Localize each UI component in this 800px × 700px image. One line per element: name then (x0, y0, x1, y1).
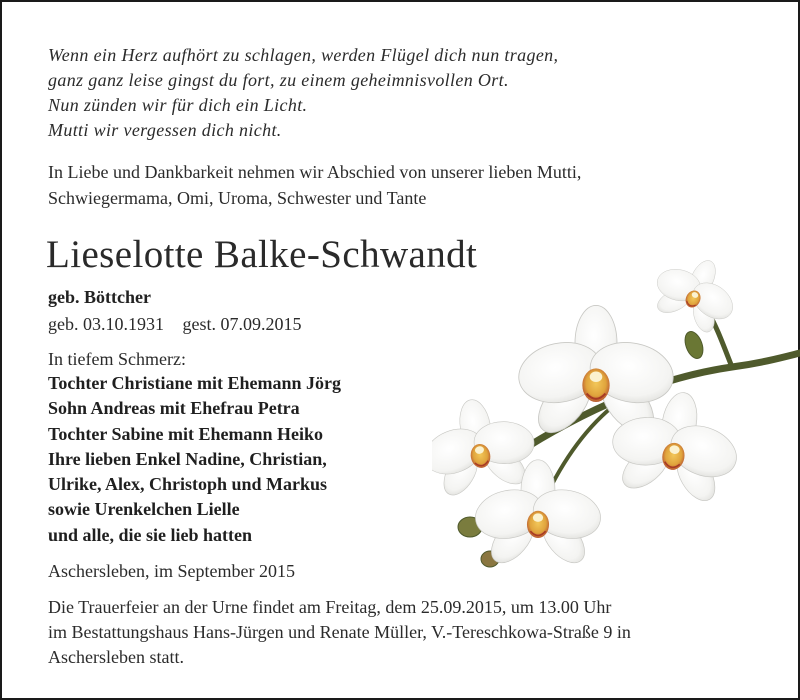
place-and-date: Aschersleben, im September 2015 (48, 561, 295, 581)
poem-line: Mutti wir vergessen dich nicht. (48, 120, 282, 140)
mourner-line: und alle, die sie lieb hatten (48, 524, 253, 545)
mourner-line: Tochter Sabine mit Ehemann Heiko (48, 423, 324, 444)
mourner-line: Ihre lieben Enkel Nadine, Christian, (48, 448, 327, 469)
mourner-line: Tochter Christiane mit Ehemann Jörg (48, 373, 342, 393)
deceased-name: Lieselotte Balke-Schwandt (46, 233, 478, 276)
funeral-line: Die Trauerfeier an der Urne findet am Freitag, dem 25.09.2015, um 13.00 Uhr (48, 597, 612, 617)
memorial-poem (48, 43, 748, 143)
funeral-line: Aschersleben statt. (48, 647, 184, 667)
funeral-line: im Bestattungshaus Hans-Jürgen und Renate Müller, V.-Tereschkowa-Straße 9 in (48, 622, 631, 642)
mourners-heading: In tiefem Schmerz: (48, 349, 186, 369)
death-date: gest. 07.09.2015 (182, 314, 302, 334)
intro-line: Schwiegermama, Omi, Uroma, Schwester und Tante (48, 188, 427, 208)
poem-line: ganz ganz leise gingst du fort, zu einem geheimnisvollen Ort. (48, 70, 509, 90)
poem-line: Wenn ein Herz aufhört zu schlagen, werden Flügel dich nun tragen, (48, 45, 559, 65)
funeral-details (48, 595, 778, 670)
life-dates (48, 311, 302, 337)
poem-line: Nun zünden wir für dich ein Licht. (48, 95, 308, 115)
mourner-line: Sohn Andreas mit Ehefrau Petra (48, 398, 300, 419)
mourner-line: sowie Urenkelchen Lielle (48, 499, 240, 520)
maiden-name: geb. Böttcher (48, 287, 151, 307)
mourner-line: Ulrike, Alex, Christoph und Markus (48, 474, 328, 495)
intro-line: In Liebe und Dankbarkeit nehmen wir Abschied von unserer lieben Mutti, (48, 162, 582, 182)
birth-date: geb. 03.10.1931 (48, 314, 164, 334)
orchid-icon (432, 257, 800, 577)
farewell-intro (48, 159, 768, 211)
mourners-list (48, 371, 468, 548)
